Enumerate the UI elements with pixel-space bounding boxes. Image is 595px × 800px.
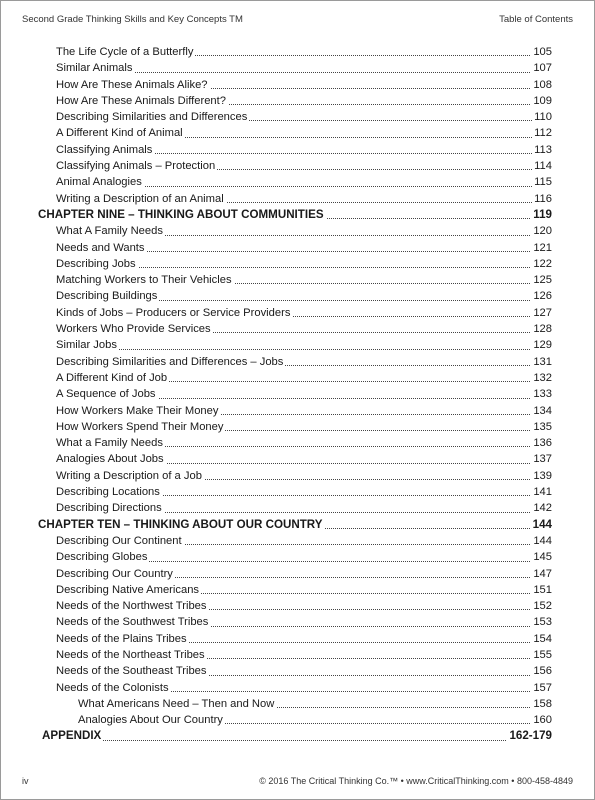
- toc-entry-title: CHAPTER TEN – THINKING ABOUT OUR COUNTRY: [38, 517, 323, 531]
- toc-entry-title: What Americans Need – Then and Now: [78, 697, 275, 710]
- dot-leader: [56, 349, 552, 350]
- toc-appendix: [38, 728, 552, 744]
- toc-entry-page: 158: [531, 696, 552, 712]
- toc-entry-title: Describing Locations: [56, 486, 160, 499]
- toc-entry-title: A Sequence of Jobs: [56, 388, 156, 401]
- toc-entry-title: Analogies About Jobs: [56, 453, 164, 466]
- toc-entry-title: How Are These Animals Different?: [56, 94, 226, 107]
- toc-entry-page: 134: [531, 403, 552, 419]
- toc-entry-title: How Workers Make Their Money: [56, 404, 219, 417]
- toc-entry-page: 109: [531, 93, 552, 109]
- toc-entry: [38, 451, 552, 467]
- toc-entry-page: 135: [531, 419, 552, 435]
- toc-entry-title: Workers Who Provide Services: [56, 323, 211, 336]
- toc-entry: [38, 142, 552, 158]
- toc-entry-page: 155: [531, 647, 552, 663]
- toc-entry-title: Describing Globes: [56, 551, 148, 564]
- toc-entry: [38, 566, 552, 582]
- toc-entry-page: 162-179: [507, 728, 552, 744]
- toc-entry: [38, 712, 552, 728]
- toc-entry-page: 127: [531, 305, 552, 321]
- toc-entry-page: 120: [531, 223, 552, 239]
- toc-chapter: [38, 207, 552, 223]
- toc-entry-title: Classifying Animals: [56, 143, 153, 156]
- section-title: Table of Contents: [499, 14, 573, 25]
- toc-entry-page: 152: [531, 598, 552, 614]
- toc-entry-page: 142: [531, 500, 552, 516]
- toc-entry-title: Analogies About Our Country: [78, 714, 223, 727]
- toc-entry-page: 151: [531, 582, 552, 598]
- toc-entry: [38, 680, 552, 696]
- toc-entry: [38, 305, 552, 321]
- book-title: Second Grade Thinking Skills and Key Concepts TM: [22, 14, 243, 25]
- toc-entry: [38, 500, 552, 516]
- toc-entry-title: Writing a Description of a Job: [56, 469, 202, 482]
- toc-entry: [38, 663, 552, 679]
- toc-entry-page: 141: [531, 484, 552, 500]
- toc-entry-page: 133: [531, 386, 552, 402]
- toc-entry-page: 122: [531, 256, 552, 272]
- toc-entry-title: Needs of the Northwest Tribes: [56, 600, 207, 613]
- toc-entry: [38, 354, 552, 370]
- toc-entry-title: Describing Jobs: [56, 257, 136, 270]
- toc-entry-page: 153: [531, 614, 552, 630]
- toc-entry-title: What a Family Needs: [56, 437, 163, 450]
- toc-entry-page: 121: [531, 240, 552, 256]
- toc-entry-title: Describing Similarities and Differences – Jobs: [56, 355, 284, 368]
- toc-entry-page: 144: [531, 517, 552, 533]
- toc-entry-page: 131: [531, 354, 552, 370]
- toc-entry: [38, 44, 552, 60]
- toc-entry-title: Needs of the Plains Tribes: [56, 632, 187, 645]
- toc-entry-title: What A Family Needs: [56, 225, 163, 238]
- toc-entry-page: 139: [531, 468, 552, 484]
- toc-entry-page: 119: [531, 207, 552, 223]
- toc-entry-title: Describing Our Continent: [56, 534, 182, 547]
- toc-entry-title: A Different Kind of Animal: [56, 127, 183, 140]
- toc-entry: [38, 386, 552, 402]
- toc-entry-title: Similar Jobs: [56, 339, 117, 352]
- toc-entry-page: 128: [531, 321, 552, 337]
- toc-entry: [38, 240, 552, 256]
- toc-entry: [38, 93, 552, 109]
- toc-chapter: [38, 517, 552, 533]
- toc-entry: [38, 419, 552, 435]
- toc-entry: [38, 109, 552, 125]
- toc-entry-title: Kinds of Jobs – Producers or Service Providers: [56, 306, 291, 319]
- toc-entry-page: 132: [531, 370, 552, 386]
- toc-entry: [38, 370, 552, 386]
- toc-entry-page: 125: [531, 272, 552, 288]
- toc-entry: [38, 696, 552, 712]
- toc-entry-page: 144: [531, 533, 552, 549]
- toc-entry: [38, 598, 552, 614]
- toc-entry: [38, 631, 552, 647]
- toc-entry-title: Needs of the Southeast Tribes: [56, 665, 207, 678]
- toc-entry-page: 137: [531, 451, 552, 467]
- toc-entry-page: 145: [531, 549, 552, 565]
- toc-entry-title: Animal Analogies: [56, 176, 142, 189]
- toc-entry-title: Similar Animals: [56, 62, 133, 75]
- toc-entry-page: 112: [532, 125, 552, 141]
- toc-entry-page: 105: [531, 44, 552, 60]
- toc-entry-page: 154: [531, 631, 552, 647]
- toc-entry-title: CHAPTER NINE – THINKING ABOUT COMMUNITIES: [38, 207, 324, 221]
- toc-entry-page: 110: [532, 109, 552, 125]
- toc-entry: [38, 484, 552, 500]
- toc-entry-title: Needs and Wants: [56, 241, 145, 254]
- toc-entry-title: The Life Cycle of a Butterfly: [56, 46, 194, 58]
- toc-entry-title: Needs of the Colonists: [56, 681, 169, 694]
- toc-entry-title: How Are These Animals Alike?: [56, 78, 208, 91]
- dot-leader: [42, 740, 552, 741]
- toc-entry-title: Describing Buildings: [56, 290, 158, 303]
- toc-entry-title: Needs of the Southwest Tribes: [56, 616, 209, 629]
- toc-entry-page: 147: [531, 566, 552, 582]
- toc-entry: [38, 435, 552, 451]
- toc-entry-page: 113: [532, 142, 552, 158]
- toc-entry-title: Needs of the Northeast Tribes: [56, 648, 205, 661]
- toc-entry: [38, 272, 552, 288]
- toc-entry-title: A Different Kind of Job: [56, 371, 168, 384]
- page-number: iv: [22, 776, 29, 786]
- toc-entry-page: 156: [531, 663, 552, 679]
- toc-entry-page: 107: [531, 60, 552, 76]
- toc-entry-page: 114: [532, 158, 552, 174]
- toc-entry: [38, 77, 552, 93]
- toc-entry-page: 108: [531, 77, 552, 93]
- toc-entry-title: Matching Workers to Their Vehicles: [56, 274, 232, 287]
- toc-entry-title: APPENDIX: [42, 729, 102, 743]
- toc-entry: [38, 337, 552, 353]
- toc-entry-title: Describing Directions: [56, 502, 162, 515]
- toc-entry: [38, 647, 552, 663]
- toc-entry-page: 116: [532, 191, 552, 207]
- toc-entry: [38, 288, 552, 304]
- toc-entry: [38, 468, 552, 484]
- table-of-contents: [38, 44, 552, 745]
- toc-entry: [38, 174, 552, 190]
- toc-entry: [38, 125, 552, 141]
- toc-entry-title: Describing Similarities and Differences: [56, 111, 248, 124]
- toc-entry: [38, 549, 552, 565]
- copyright-line: © 2016 The Critical Thinking Co.™ • www.CriticalThinking.com • 800-458-4849: [259, 776, 573, 786]
- toc-entry-title: Classifying Animals – Protection: [56, 160, 216, 173]
- toc-entry-title: Describing Our Country: [56, 567, 173, 580]
- toc-entry: [38, 321, 552, 337]
- toc-entry-page: 126: [531, 288, 552, 304]
- toc-entry-page: 160: [531, 712, 552, 728]
- toc-entry: [38, 403, 552, 419]
- toc-entry: [38, 614, 552, 630]
- toc-entry: [38, 533, 552, 549]
- toc-entry: [38, 256, 552, 272]
- toc-entry-title: How Workers Spend Their Money: [56, 420, 224, 433]
- toc-entry-page: 136: [531, 435, 552, 451]
- toc-entry: [38, 60, 552, 76]
- toc-entry-title: Writing a Description of an Animal: [56, 192, 224, 205]
- toc-entry: [38, 223, 552, 239]
- toc-entry-page: 157: [531, 680, 552, 696]
- toc-entry: [38, 582, 552, 598]
- toc-entry-page: 129: [531, 337, 552, 353]
- toc-entry: [38, 191, 552, 207]
- toc-entry-title: Describing Native Americans: [56, 583, 200, 596]
- toc-entry: [38, 158, 552, 174]
- toc-entry-page: 115: [532, 174, 552, 190]
